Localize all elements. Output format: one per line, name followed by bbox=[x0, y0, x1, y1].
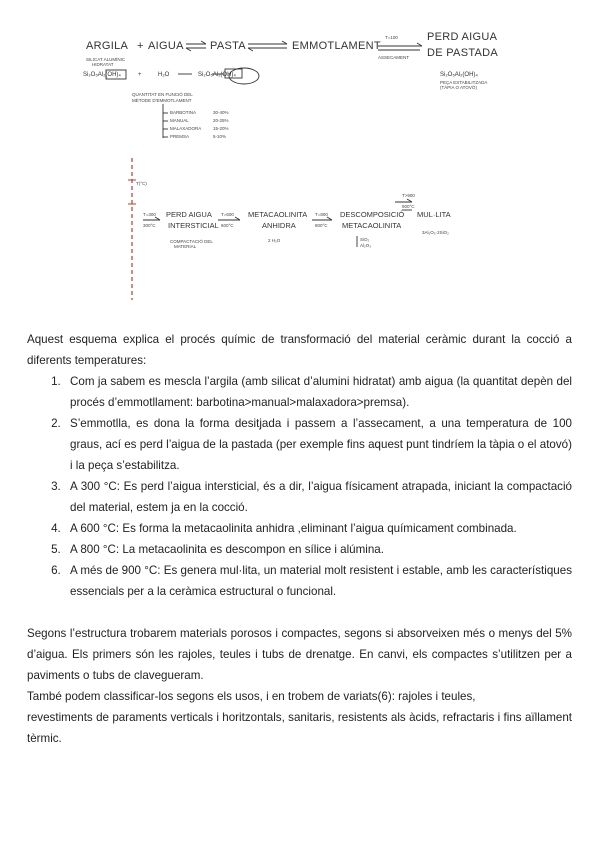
structure-paragraph: Segons l’estructura trobarem materials porosos i compactes, segons si absorveixen més o menys del 5% d’aigua. Els primers són les rajoles, teules i tubs de drenatge. En canvi, els compactes s’utilitzen per a paviments o tubs de clavegueram. bbox=[27, 627, 572, 682]
method-value: 15-20% bbox=[213, 126, 229, 131]
meta-note: 2 H₂O bbox=[268, 238, 281, 243]
formula-pasta: Si₂O₅Al₂(OH)₄ bbox=[198, 72, 236, 78]
method-name: MANUAL bbox=[170, 118, 189, 123]
formula-h2o: H₂O bbox=[158, 72, 170, 78]
method-name: PREMSA bbox=[170, 134, 190, 139]
method-name: BARBOTINA bbox=[170, 110, 197, 115]
label-t900: T>900 bbox=[402, 193, 415, 198]
label-argila: ARGILA bbox=[86, 40, 129, 52]
list-item: 6. A més de 900 °C: Es genera mul·lita, un material molt resistent i estable, amb les característiques essencials per a la ceràmica estructural o funcional. bbox=[64, 560, 572, 602]
label-300c: 300°C bbox=[143, 223, 156, 228]
label-emmotlament: EMMOTLAMENT bbox=[292, 40, 381, 52]
label-descomposicio: DESCOMPOSICIÓ bbox=[340, 210, 405, 219]
label-t300: T=300 bbox=[143, 212, 156, 217]
method-value: 30-40% bbox=[213, 110, 229, 115]
label-metacaolinita-2: METACAOLINITA bbox=[342, 221, 402, 230]
label-intersticial: INTERSTICIAL bbox=[168, 221, 219, 230]
list-item: 2. S’emmotlla, es dona la forma desitjada i passem a l’assecament, a una temperatura de 100 graus, ací es perd l’aigua de la pastada (per exemple fins aquest punt tindríem la tàpia o el atovó) i la peça s’estabilitza. bbox=[64, 413, 572, 476]
formula-right: Si₂O₅Al₂(OH)₄ bbox=[440, 72, 478, 78]
steps-list bbox=[27, 371, 572, 602]
method-name: MALAXADORA bbox=[170, 126, 202, 131]
list-item: 1. Com ja sabem es mescla l’argila (amb silicat d’alumini hidratat) amb aigua (la quantitat depèn del procés d’emmotllament: barbotina>manual>malaxadora>premsa). bbox=[64, 371, 572, 413]
uses-paragraph: També podem classificar-los segons els usos, i en trobem de variats(6): rajoles i teules, bbox=[27, 690, 476, 703]
quantitat-line1: QUANTITAT EN FUNCIÓ DEL bbox=[132, 92, 193, 97]
desc-note-2: Al₂O₃ bbox=[360, 243, 372, 248]
temperature-label: T(°C) bbox=[136, 181, 147, 186]
label-perd-aigua-2: PERD AIGUA bbox=[166, 210, 212, 219]
label-de-pastada: DE PASTADA bbox=[427, 47, 499, 59]
silicat-line2: HIDRATAT bbox=[92, 62, 114, 67]
diagram-arrows bbox=[0, 0, 600, 300]
list-item: 3. A 300 °C: Es perd l’aigua intersticial, és a dir, l’aigua físicament atrapada, iniciant la compactació del material, estem ja en la cocció. bbox=[64, 476, 572, 518]
label-anhidra: ANHIDRA bbox=[262, 221, 296, 230]
label-perd-aigua: PERD AIGUA bbox=[427, 31, 498, 43]
label-900c: 900°C bbox=[402, 204, 415, 209]
formula-argila: Si₂O₅Al₂(OH)₄ bbox=[83, 72, 121, 78]
label-t600: T=600 bbox=[221, 212, 234, 217]
label-assecament: ASSECAMENT bbox=[378, 55, 410, 60]
intro-paragraph: Aquest esquema explica el procés químic de transformació del material ceràmic durant la cocció a diferents temperatures: bbox=[27, 333, 572, 367]
label-t800: T=800 bbox=[315, 212, 328, 217]
label-800c: 800°C bbox=[315, 223, 328, 228]
label-pasta: PASTA bbox=[210, 40, 246, 52]
method-value: 20-25% bbox=[213, 118, 229, 123]
compact-note-2: MATERIAL bbox=[174, 244, 197, 249]
right-note-2: (TÀPIA O ATOVÓ) bbox=[440, 85, 477, 90]
list-item: 5. A 800 °C: La metacaolinita es descompon en sílice i alúmina. bbox=[64, 539, 572, 560]
label-metacaolinita: METACAOLINITA bbox=[248, 210, 308, 219]
method-value: 5-10% bbox=[213, 134, 227, 139]
compact-note-1: COMPACTACIÓ DEL bbox=[170, 239, 213, 244]
quantitat-line2: MÈTODE D'EMMOTLAMENT bbox=[132, 98, 192, 103]
mullita-note: 3Al₂O₃·2SiO₂ bbox=[422, 230, 449, 235]
label-plus: + bbox=[137, 40, 144, 52]
formula-plus: + bbox=[138, 72, 142, 78]
desc-note-1: SiO₂ bbox=[360, 237, 370, 242]
silicat-line1: SILICAT ALUMÍNIC bbox=[86, 57, 126, 62]
label-mullita: MUL·LITA bbox=[417, 210, 451, 219]
label-aigua: AIGUA bbox=[148, 40, 184, 52]
label-600c: 600°C bbox=[221, 223, 234, 228]
list-item: 4. A 600 °C: Es forma la metacaolinita anhidra ,eliminant l’aigua químicament combinada. bbox=[64, 518, 572, 539]
label-t100: T=100 bbox=[385, 35, 398, 40]
uses-paragraph-continued: revestiments de paraments verticals i horitzontals, sanitaris, resistents als àcids, refractaris i fins aïllament tèrmic. bbox=[27, 711, 572, 745]
right-note-1: PEÇA ESTABILITZADA bbox=[440, 80, 488, 85]
body-text bbox=[27, 329, 572, 749]
